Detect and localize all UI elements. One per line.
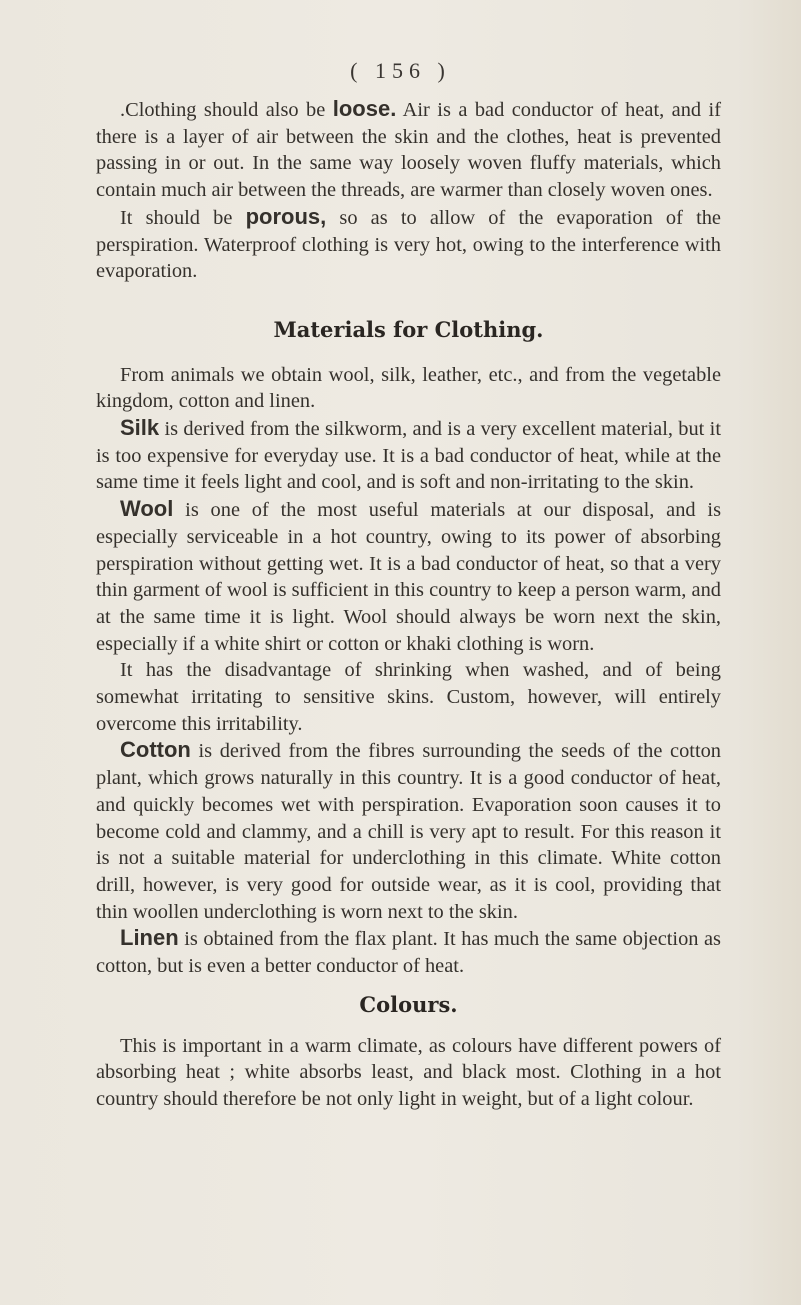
paragraph-cotton-text: is derived from the fibres surrounding the seeds of the cotton plant, which grows naturally in this country. It is a good conductor of heat, and quickly becomes wet with perspiration. Evaporation soon causes it to become cold and clammy, and a chill is very apt to result. For this reason it is not a suitable material for underclothing in this climate. White cotton drill, however, is very good for outside wear, as it is cool, providing that thin woollen underclothing is worn next to the skin. bbox=[96, 740, 721, 923]
paragraph-silk bbox=[96, 415, 721, 496]
keyword-loose: loose. bbox=[332, 96, 397, 121]
paragraph-wool-disadvantage: It has the disadvantage of shrinking when washed, and of being somewhat irritating to sensitive skins. Custom, however, will entirely overcome this irritability. bbox=[96, 659, 721, 735]
paragraph-materials-intro: From animals we obtain wool, silk, leather, etc., and from the vegetable kingdom, cotton and linen. bbox=[96, 363, 721, 413]
paragraph-wool-text: is one of the most useful materials at our disposal, and is especially serviceable in a hot country, owing to its power of absorbing perspiration without getting wet. It is a bad conductor of heat, so that a very thin garment of wool is sufficient in this country to keep a person warm, and at the same time it is light. Wool should always be worn next the skin, especially if a white shirt or cotton or khaki clothing is worn. bbox=[96, 499, 721, 655]
page-number: ( 156 ) bbox=[350, 58, 451, 83]
keyword-linen: Linen bbox=[120, 925, 179, 951]
paragraph-loose-text-a: .Clothing should also be bbox=[120, 99, 333, 121]
paragraph-cotton bbox=[96, 737, 721, 925]
paragraph-loose-text-b: Air is a bad conductor of heat, and if there is a layer of air between the skin and the clothes, heat is prevented passing in or out. In the same way loosely woven fluffy materials, which contain much air between the threads, are warmer than closely woven ones. bbox=[96, 99, 721, 202]
paragraph-linen bbox=[96, 925, 721, 979]
keyword-silk: Silk bbox=[120, 415, 160, 441]
paragraph-wool bbox=[96, 496, 721, 657]
paragraph-porous bbox=[96, 204, 721, 285]
paragraph-porous-text-b: so as to allow of the evaporation of the perspiration. Waterproof clothing is very hot, owing to the interference with evaporation. bbox=[96, 206, 721, 283]
paragraph-colours: This is important in a warm climate, as colours have different powers of absorbing heat ; white absorbs least, and black most. Clothing in a hot country should therefore be not only light in weight, but of a light colour. bbox=[96, 1034, 721, 1110]
paragraph-linen-text: is obtained from the flax plant. It has much the same objection as cotton, but is even a better conductor of heat. bbox=[96, 928, 721, 978]
heading-colours: Colours. bbox=[359, 991, 458, 1017]
heading-materials: Materials for Clothing. bbox=[273, 316, 544, 342]
paragraph-porous-text-a: It should be bbox=[120, 206, 246, 229]
keyword-cotton: Cotton bbox=[120, 737, 191, 763]
paragraph-silk-text: is derived from the silkworm, and is a very excellent material, but it is too expensive for everyday use. It is a bad conductor of heat, while at the same time it feels light and cool, and is soft and non-irritating to the skin. bbox=[96, 418, 721, 494]
paragraph-loose bbox=[96, 96, 721, 204]
page-content bbox=[96, 96, 721, 1113]
keyword-porous: porous, bbox=[245, 203, 327, 229]
keyword-wool: Wool bbox=[120, 496, 174, 522]
